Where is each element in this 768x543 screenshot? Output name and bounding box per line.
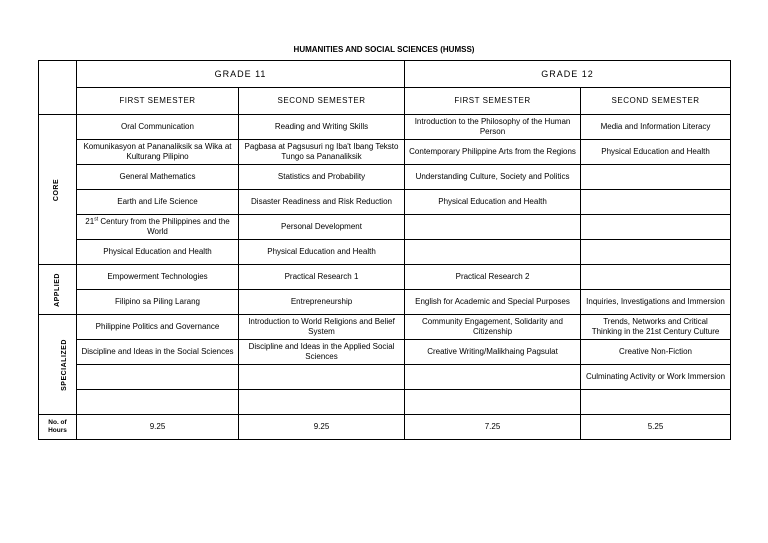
table-row bbox=[39, 340, 731, 365]
subject-cell bbox=[581, 165, 731, 190]
subject-cell bbox=[581, 190, 731, 215]
category-label: APPLIED bbox=[53, 273, 61, 307]
table-row bbox=[39, 115, 731, 140]
table-row bbox=[39, 240, 731, 265]
subject-cell: Inquiries, Investigations and Immersion bbox=[581, 290, 731, 315]
subject-cell: Media and Information Literacy bbox=[581, 115, 731, 140]
subject-cell: Personal Development bbox=[239, 215, 405, 240]
subject-cell bbox=[77, 215, 239, 240]
curriculum-table bbox=[38, 60, 731, 440]
century-ordinal: st bbox=[94, 216, 99, 223]
subject-cell: Empowerment Technologies bbox=[77, 265, 239, 290]
subject-cell: Community Engagement, Solidarity and Citizenship bbox=[405, 315, 581, 340]
subject-cell: Practical Research 2 bbox=[405, 265, 581, 290]
table-row bbox=[39, 140, 731, 165]
subject-cell: Practical Research 1 bbox=[239, 265, 405, 290]
subject-cell bbox=[405, 215, 581, 240]
subject-cell bbox=[581, 390, 731, 415]
subject-cell bbox=[581, 240, 731, 265]
table-row bbox=[39, 315, 731, 340]
subject-cell bbox=[581, 315, 731, 340]
century-number: 21 bbox=[85, 217, 95, 226]
century-subject-text: Century from the Philippines and the World bbox=[100, 217, 230, 236]
subject-cell bbox=[405, 390, 581, 415]
grade-12-header: GRADE 12 bbox=[405, 61, 731, 88]
semester-header: FIRST SEMESTER bbox=[405, 88, 581, 115]
subject-cell: English for Academic and Special Purposes bbox=[405, 290, 581, 315]
category-core bbox=[39, 115, 77, 265]
semester-header: SECOND SEMESTER bbox=[581, 88, 731, 115]
category-label: SPECIALIZED bbox=[60, 339, 68, 391]
table-row bbox=[39, 215, 731, 240]
subject-cell: Philippine Politics and Governance bbox=[77, 315, 239, 340]
hours-cell: 9.25 bbox=[77, 415, 239, 440]
category-applied bbox=[39, 265, 77, 315]
subject-cell: Culminating Activity or Work Immersion bbox=[581, 365, 731, 390]
subject-cell bbox=[405, 240, 581, 265]
semester-header: FIRST SEMESTER bbox=[77, 88, 239, 115]
trends-line: Trends, Networks and Critical bbox=[603, 317, 708, 326]
table-row bbox=[39, 265, 731, 290]
subject-cell: Physical Education and Health bbox=[405, 190, 581, 215]
category-label: CORE bbox=[53, 178, 61, 202]
table-row bbox=[39, 390, 731, 415]
table-row bbox=[39, 290, 731, 315]
hours-row bbox=[39, 415, 731, 440]
subject-cell bbox=[239, 365, 405, 390]
subject-cell: General Mathematics bbox=[77, 165, 239, 190]
subject-cell: Oral Communication bbox=[77, 115, 239, 140]
subject-cell: Physical Education and Health bbox=[239, 240, 405, 265]
table-row bbox=[39, 365, 731, 390]
subject-cell: Understanding Culture, Society and Politics bbox=[405, 165, 581, 190]
corner-cell bbox=[39, 61, 77, 115]
subject-cell bbox=[405, 365, 581, 390]
table-row bbox=[39, 190, 731, 215]
grade-header-row bbox=[39, 61, 731, 88]
page-title: HUMANITIES AND SOCIAL SCIENCES (HUMSS) bbox=[293, 45, 475, 54]
table-row bbox=[39, 165, 731, 190]
hours-cell: 7.25 bbox=[405, 415, 581, 440]
subject-cell: Physical Education and Health bbox=[581, 140, 731, 165]
hours-cell: 5.25 bbox=[581, 415, 731, 440]
subject-cell: Creative Writing/Malikhaing Pagsulat bbox=[405, 340, 581, 365]
subject-cell: Discipline and Ideas in the Social Sciences bbox=[77, 340, 239, 365]
category-specialized bbox=[39, 315, 77, 415]
trends-rest: Thinking in the 21st Century Culture bbox=[591, 327, 720, 336]
hours-cell: 9.25 bbox=[239, 415, 405, 440]
semester-header: SECOND SEMESTER bbox=[239, 88, 405, 115]
subject-cell bbox=[77, 365, 239, 390]
subject-cell: Introduction to the Philosophy of the Human Person bbox=[405, 115, 581, 140]
subject-cell: Entrepreneurship bbox=[239, 290, 405, 315]
subject-cell: Komunikasyon at Pananaliksik sa Wika at Kulturang Pilipino bbox=[77, 140, 239, 165]
subject-cell: Disaster Readiness and Risk Reduction bbox=[239, 190, 405, 215]
subject-cell: Creative Non-Fiction bbox=[581, 340, 731, 365]
subject-cell bbox=[77, 390, 239, 415]
grade-11-header: GRADE 11 bbox=[77, 61, 405, 88]
subject-cell: Filipino sa Piling Larang bbox=[77, 290, 239, 315]
subject-cell: Introduction to World Religions and Belief System bbox=[239, 315, 405, 340]
subject-cell bbox=[239, 390, 405, 415]
subject-cell: Pagbasa at Pagsusuri ng Iba't Ibang Teksto Tungo sa Pananaliksik bbox=[239, 140, 405, 165]
subject-cell: Earth and Life Science bbox=[77, 190, 239, 215]
subject-cell: Discipline and Ideas in the Applied Social Sciences bbox=[239, 340, 405, 365]
subject-cell bbox=[581, 215, 731, 240]
subject-cell: Reading and Writing Skills bbox=[239, 115, 405, 140]
hours-label: No. of Hours bbox=[39, 415, 77, 440]
subject-cell: Statistics and Probability bbox=[239, 165, 405, 190]
subject-cell bbox=[581, 265, 731, 290]
subject-cell: Contemporary Philippine Arts from the Regions bbox=[405, 140, 581, 165]
semester-header-row bbox=[39, 88, 731, 115]
subject-cell: Physical Education and Health bbox=[77, 240, 239, 265]
